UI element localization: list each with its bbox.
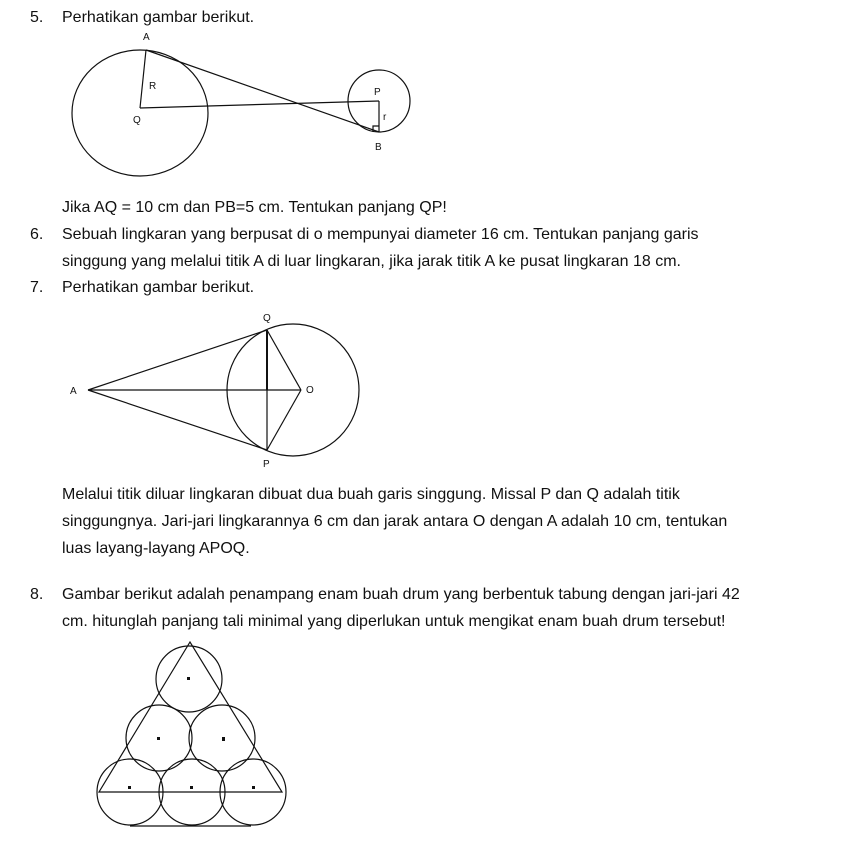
q7-label-O: O [306, 385, 314, 396]
q8-line1: Gambar berikut adalah penampang enam buah drum yang berbentuk tabung dengan jari-jari 42 [62, 586, 740, 603]
q6-number: 6. [30, 226, 44, 243]
q5-number: 5. [30, 9, 44, 26]
q8-rope-triangle [99, 642, 282, 792]
q5-label-Q: Q [133, 115, 141, 126]
q7-number: 7. [30, 279, 44, 296]
q7-line1: Melalui titik diluar lingkaran dibuat dua buah garis singgung. Missal P dan Q adalah titik [62, 486, 680, 503]
drum-bottom-right-center [252, 786, 255, 789]
q7-label-P: P [263, 459, 270, 470]
drum-middle-right-center [222, 737, 225, 741]
q6-line2: singgung yang melalui titik A di luar lingkaran, jika jarak titik A ke pusat lingkaran 18 cm. [62, 253, 681, 270]
q7-label-A: A [70, 386, 77, 397]
q5-label-B: B [375, 142, 382, 153]
q5-label-R: R [149, 81, 157, 92]
q7-heading: Perhatikan gambar berikut. [62, 279, 255, 296]
q5-text: Jika AQ = 10 cm dan PB=5 cm. Tentukan panjang QP! [62, 199, 447, 216]
q7-line2: singgungnya. Jari-jari lingkarannya 6 cm dan jarak antara O dengan A adalah 10 cm, tentukan [62, 513, 728, 530]
q6-line1: Sebuah lingkaran yang berpusat di o mempunyai diameter 16 cm. Tentukan panjang garis [62, 226, 699, 243]
drum-top-center [187, 677, 190, 680]
q5-label-P: P [374, 87, 381, 98]
q5-label-A: A [143, 32, 150, 43]
drum-middle-left-center [157, 737, 160, 740]
q7-line3: luas layang-layang APOQ. [62, 540, 250, 557]
q8-line2: cm. hitunglah panjang tali minimal yang diperlukan untuk mengikat enam buah drum tersebut! [62, 613, 726, 630]
q5-heading: Perhatikan gambar berikut. [62, 9, 255, 26]
q7-label-Q: Q [263, 313, 271, 324]
q8-number: 8. [30, 586, 44, 603]
q5-label-r: r [383, 112, 387, 123]
drum-bottom-left-center [128, 786, 131, 789]
drum-bottom-middle-center [190, 786, 193, 789]
